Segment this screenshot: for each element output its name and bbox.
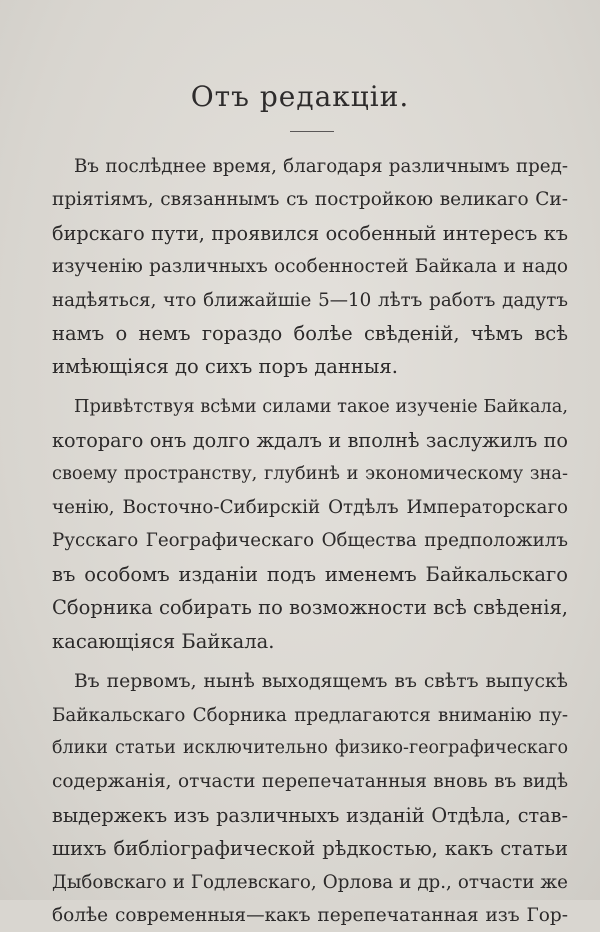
text-line: Байкальскаго Сборника предлагаются вниманію пу- [52,704,568,726]
text-line: котораго онъ долго ждалъ и вполнѣ заслужилъ по [52,429,568,453]
text-line: Русскаго Географическаго Общества предположилъ [52,530,568,552]
text-line: Сборника собирать по возможности всѣ свѣденія, [52,596,568,620]
text-line: въ особомъ изданіи подъ именемъ Байкальскаго [52,562,568,586]
text-line: бирскаго пути, проявился особенный интересъ къ [52,221,568,245]
text-line: болѣе современныя—какъ перепечатанная изъ Гор- [52,904,568,926]
body-text [52,150,568,932]
text-line: имѣющіяся до сихъ поръ данныя. [52,355,398,379]
title-divider [290,131,334,132]
paragraph-2 [52,391,568,658]
text-line: содержанія, отчасти перепечатанныя вновь въ видѣ [52,771,568,793]
text-line: надѣяться, что ближайшіе 5—10 лѣтъ работъ дадутъ [52,289,568,311]
text-line: выдержекъ изъ различныхъ изданій Отдѣла, став- [52,803,568,827]
text-line: изученію различныхъ особенностей Байкала и надо [52,256,568,278]
text-line: Дыбовскаго и Годлевскаго, Орлова и др., отчасти же [52,871,568,893]
page-title: Отъ редакціи. [190,80,410,113]
text-line: шихъ библіографической рѣдкостью, какъ статьи [52,837,568,861]
text-line: ченію, Восточно-Сибирскій Отдѣлъ Императорскаго [52,497,568,519]
text-line: Въ послѣднее время, благодаря различнымъ пред- [74,156,568,177]
text-line: Привѣтствуя всѣми силами такое изученіе Байкала, [74,396,568,417]
text-line: своему пространству, глубинѣ и экономическому зна- [52,463,568,484]
text-line: блики статьи исключительно физико-географическаго [52,737,568,758]
text-line: пріятіямъ, связаннымъ съ постройкою великаго Си- [52,189,568,211]
text-line: намъ о немъ гораздо болѣе свѣденій, чѣмъ всѣ [52,322,568,346]
text-line: касающіяся Байкала. [52,629,275,653]
paragraph-1 [52,150,568,384]
paragraph-3 [52,665,568,932]
text-line: Въ первомъ, нынѣ выходящемъ въ свѣтъ выпускѣ [74,671,568,693]
